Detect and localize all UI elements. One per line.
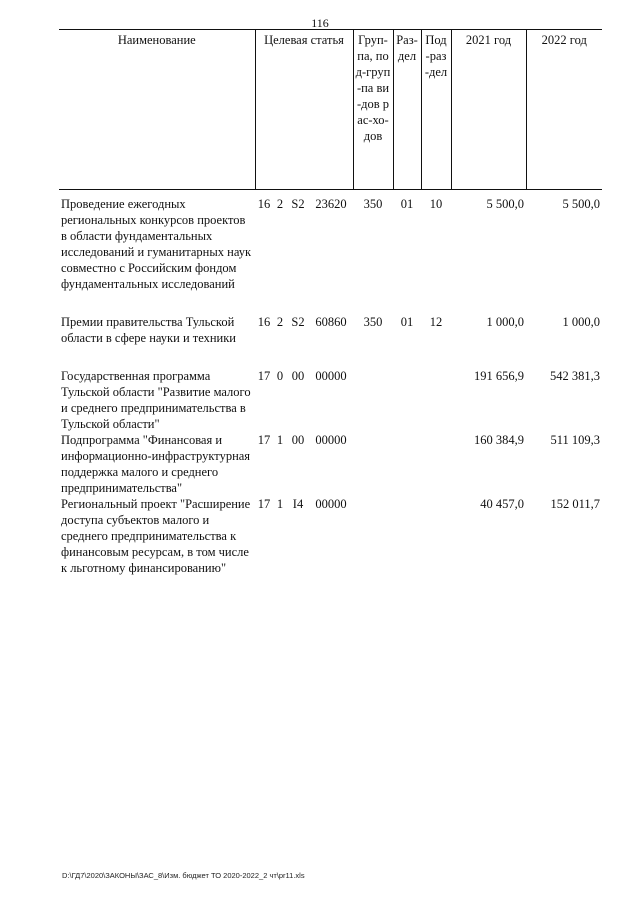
row-code-3: I4 <box>292 496 304 511</box>
row-code-4: 00000 <box>315 432 347 447</box>
row-value-2021: 1 000,0 <box>486 314 524 329</box>
header-year-2021: 2021 год <box>451 30 526 190</box>
row-group <box>353 496 393 576</box>
row-subsection: 10 <box>429 196 443 211</box>
budget-table <box>59 29 602 576</box>
row-code-1: 16 <box>257 196 271 211</box>
row-value-2022: 152 011,7 <box>550 496 600 511</box>
row-subsection <box>421 496 451 576</box>
row-name: Проведение ежегодных региональных конкурсов проектов в области фундаментальных исследований и гуманитарных наук совместно с Российским фондом фундаментальных исследований <box>61 196 252 291</box>
header-section: Раз-дел <box>393 30 421 190</box>
row-code-1: 17 <box>257 496 271 511</box>
row-code-1: 17 <box>257 432 271 447</box>
header-subsection: Под-раз-дел <box>421 30 451 190</box>
row-subsection <box>421 432 451 496</box>
row-code-2: 1 <box>276 496 284 511</box>
row-value-2022: 542 381,3 <box>550 368 600 383</box>
header-name: Наименование <box>59 30 255 190</box>
table-row <box>59 196 602 292</box>
row-value-2022: 5 500,0 <box>562 196 600 211</box>
header-expense-group: Груп-па, под-груп-па ви-дов рас-хо-дов <box>353 30 393 190</box>
row-name: Подпрограмма "Финансовая и информационно-инфраструктурная поддержка малого и среднего предпринимательства" <box>61 432 251 495</box>
row-section: 01 <box>400 196 414 211</box>
row-section <box>393 496 421 576</box>
row-code-2: 1 <box>276 432 284 447</box>
row-value-2021: 40 457,0 <box>480 496 524 511</box>
row-code-4: 60860 <box>315 314 347 329</box>
row-code-2: 2 <box>276 196 284 211</box>
row-group: 350 <box>363 314 383 329</box>
row-code-3: 00 <box>291 432 305 447</box>
row-section <box>393 368 421 432</box>
row-name: Государственная программа Тульской области "Развитие малого и среднего предпринимательства в Тульской области" <box>61 368 251 431</box>
row-code-3: S2 <box>291 196 305 211</box>
table-row <box>59 496 602 576</box>
table-header <box>59 30 602 190</box>
row-code-1: 16 <box>257 314 271 329</box>
row-group <box>353 432 393 496</box>
row-section: 01 <box>400 314 414 329</box>
row-subsection: 12 <box>429 314 443 329</box>
file-path-footer: D:\ГД7\2020\ЗАКОНЫ\ЗАС_8\Изм. бюджет ТО 2020-2022_2 чт\pr11.xls <box>62 871 305 880</box>
row-code-2: 2 <box>276 314 284 329</box>
table-row <box>59 432 602 496</box>
row-code-1: 17 <box>257 368 271 383</box>
row-code-4: 23620 <box>315 196 347 211</box>
row-code-3: 00 <box>291 368 305 383</box>
row-group: 350 <box>363 196 383 211</box>
row-section <box>393 432 421 496</box>
table-row <box>59 368 602 432</box>
row-subsection <box>421 368 451 432</box>
page-number: 116 <box>311 16 329 30</box>
row-value-2021: 160 384,9 <box>474 432 524 447</box>
row-code-4: 00000 <box>315 368 347 383</box>
row-value-2021: 191 656,9 <box>474 368 524 383</box>
row-value-2022: 511 109,3 <box>550 432 600 447</box>
header-year-2022: 2022 год <box>526 30 602 190</box>
table-row <box>59 314 602 346</box>
row-name: Премии правительства Тульской области в сфере науки и техники <box>61 314 236 345</box>
row-name: Региональный проект "Расширение доступа субъектов малого и среднего предпринимательства к финансовым ресурсам, в том числе к льготному финансированию" <box>61 496 251 575</box>
row-code-3: S2 <box>291 314 305 329</box>
header-target-article: Целевая статья <box>255 30 353 190</box>
row-group <box>353 368 393 432</box>
row-value-2021: 5 500,0 <box>486 196 524 211</box>
row-code-4: 00000 <box>315 496 347 511</box>
row-value-2022: 1 000,0 <box>562 314 600 329</box>
row-code-2: 0 <box>276 368 284 383</box>
